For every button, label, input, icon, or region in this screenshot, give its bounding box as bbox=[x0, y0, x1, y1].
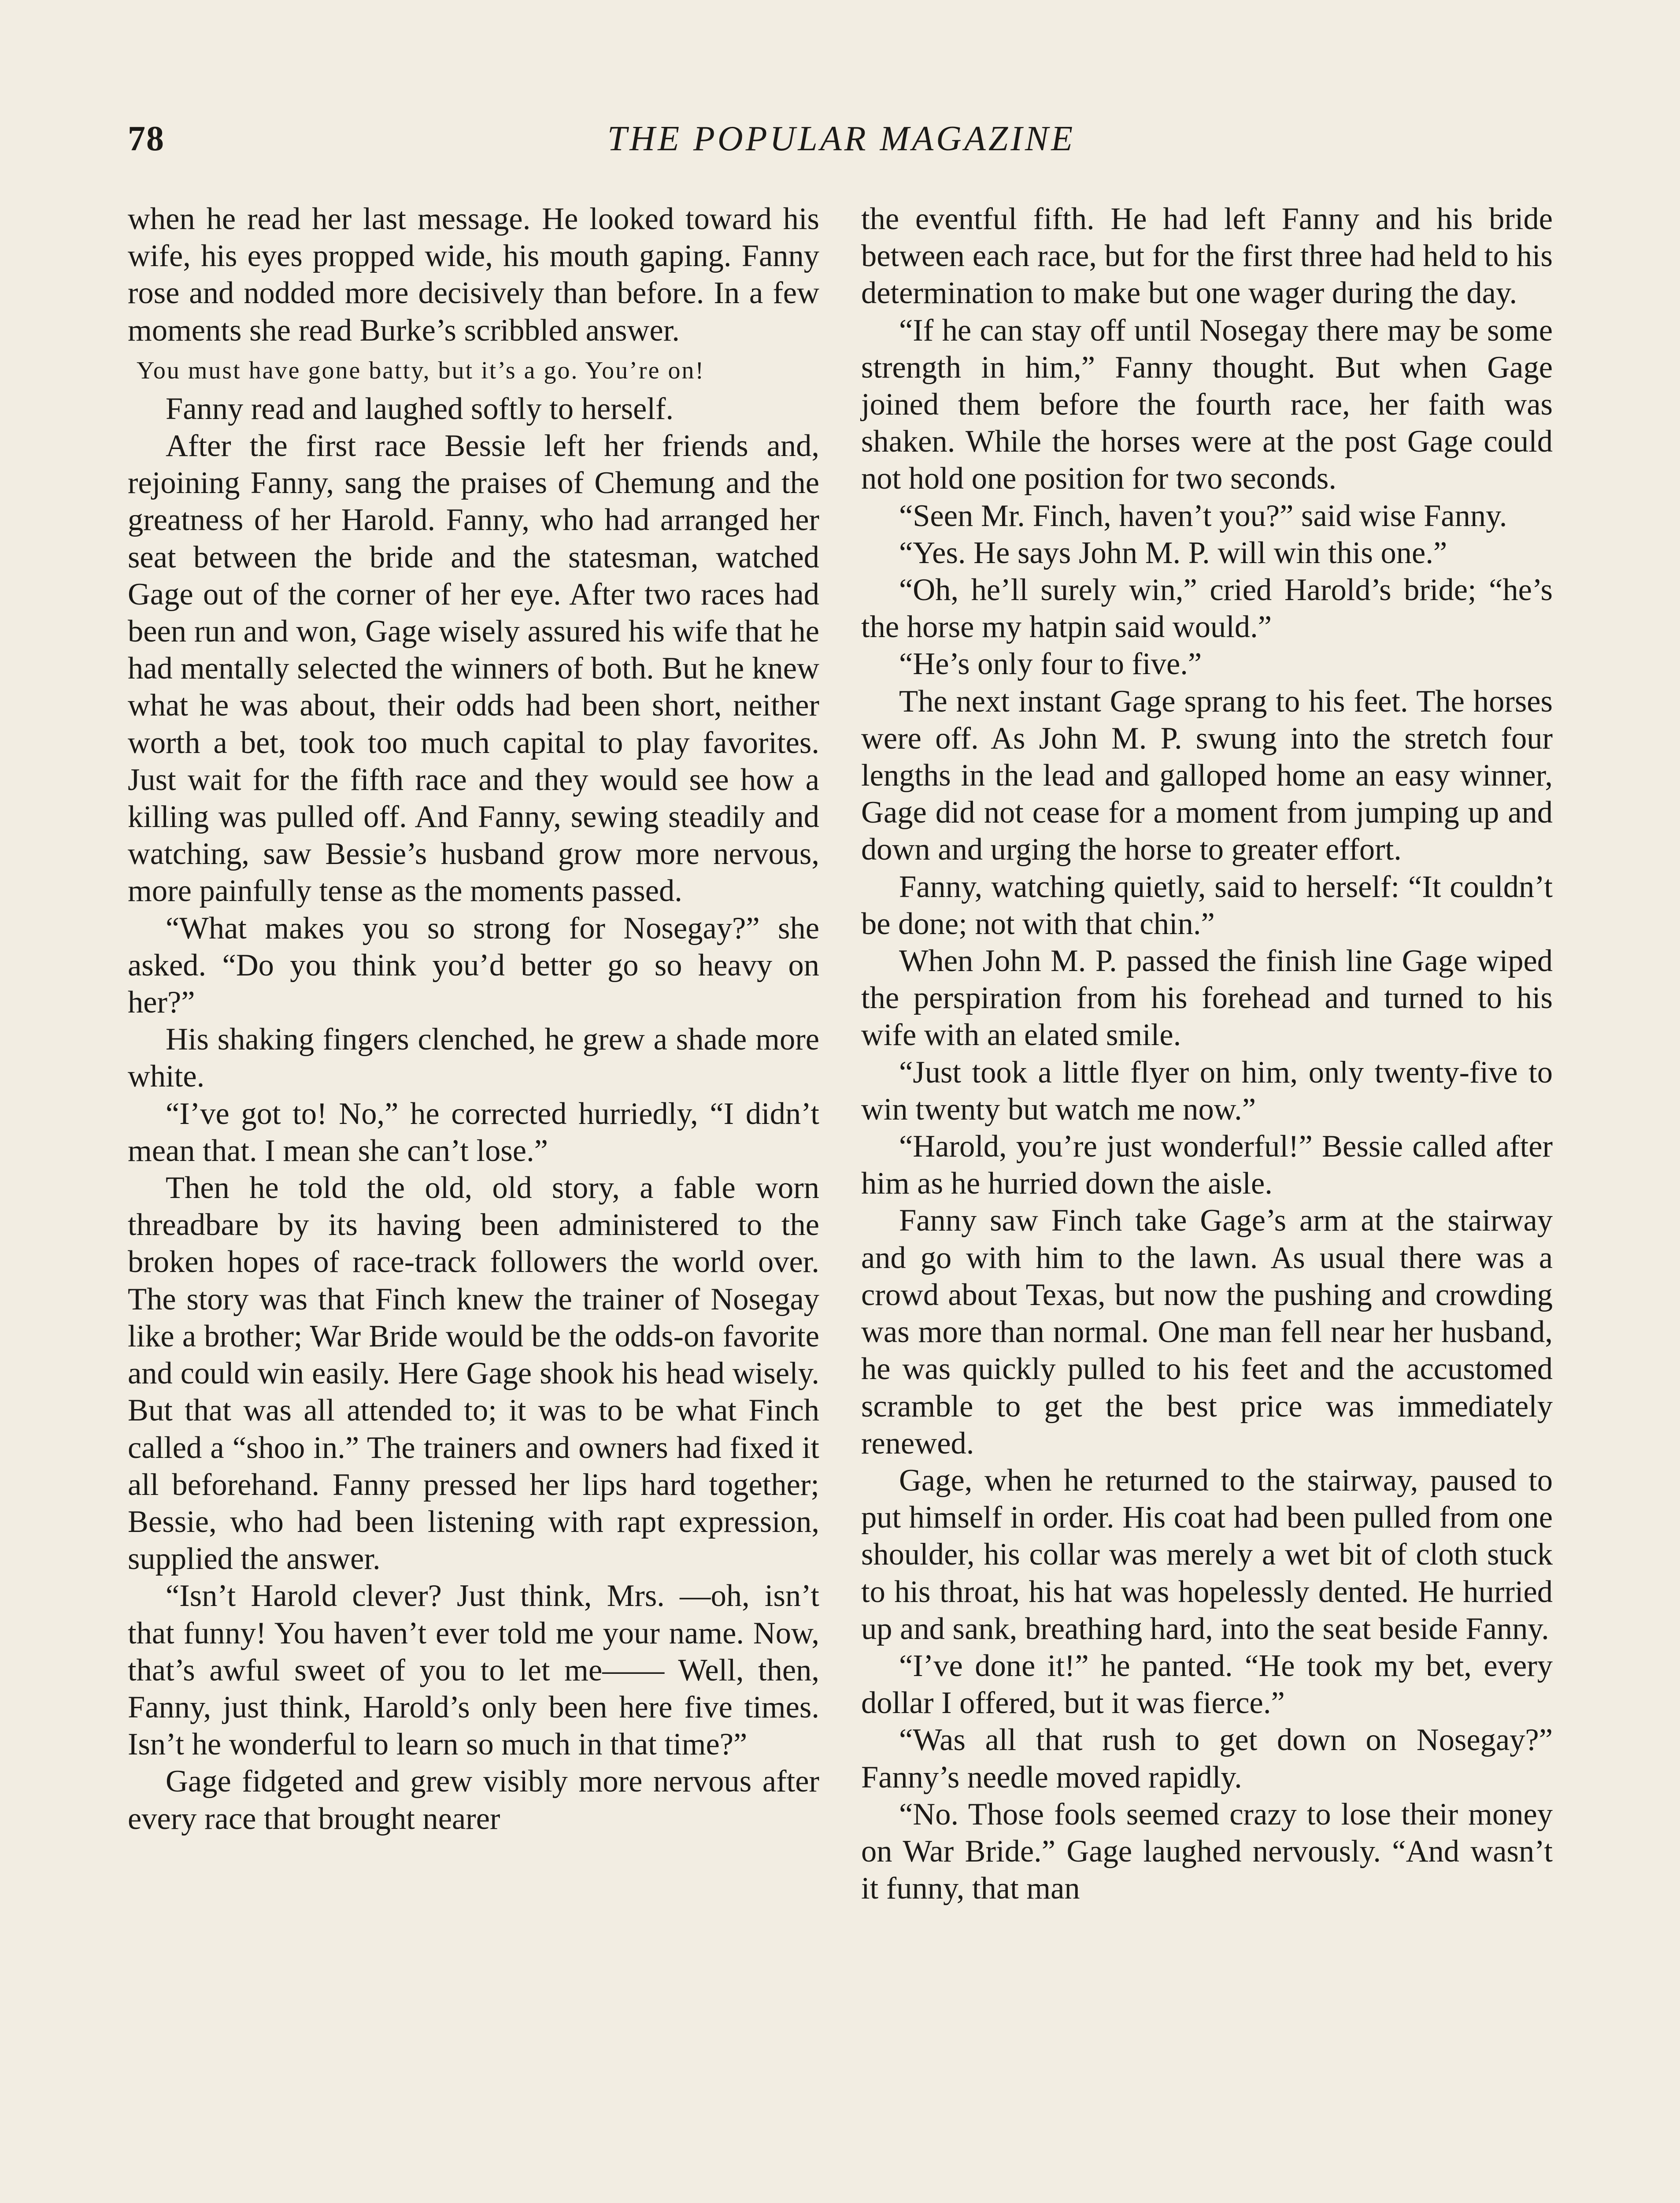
paragraph: “I’ve got to! No,” he corrected hurriedly, “I didn’t mean that. I mean she can’t lose.” bbox=[128, 1096, 819, 1168]
paragraph: Fanny read and laughed softly to herself. bbox=[166, 391, 674, 426]
paragraph: “Seen Mr. Finch, haven’t you?” said wise Fanny. bbox=[899, 498, 1507, 533]
paragraph: “Yes. He says John M. P. will win this one.” bbox=[899, 535, 1447, 570]
paragraph: “Isn’t Harold clever? Just think, Mrs. —oh, isn’t that funny! You haven’t ever told me your name. Now, that’s awful sweet of you to let me—— Well, then, Fanny, just think, Harold’s only been here five times. Isn’t he wonderful to learn so much in that time?” bbox=[128, 1579, 819, 1762]
paragraph: The next instant Gage sprang to his feet. The horses were off. As John M. P. swung into the stretch four lengths in the lead and galloped home an easy winner, Gage did not cease for a moment from jumping up and down and urging the horse to greater effort. bbox=[861, 684, 1553, 867]
paragraph: “Was all that rush to get down on Nosegay?” Fanny’s needle moved rapidly. bbox=[861, 1723, 1553, 1795]
paragraph: “Oh, he’ll surely win,” cried Harold’s bride; “he’s the horse my hatpin said would.” bbox=[861, 573, 1553, 645]
paragraph: Fanny saw Finch take Gage’s arm at the stairway and go with him to the lawn. As usual there was a crowd about Texas, but now the pushing and crowding was more than normal. One man fell near her husband, he was quickly pulled to his feet and the accustomed scramble to get the best price was immediately renewed. bbox=[861, 1203, 1553, 1461]
paragraph: Gage, when he returned to the stairway, paused to put himself in order. His coat had been pulled from one shoulder, his collar was merely a wet bit of cloth stuck to his throat, his hat was hopelessly dented. He hurried up and sank, breathing hard, into the seat beside Fanny. bbox=[861, 1463, 1553, 1646]
paragraph: When John M. P. passed the finish line Gage wiped the perspiration from his forehead and turned to his wife with an elated smile. bbox=[861, 944, 1553, 1053]
right-column bbox=[861, 200, 1553, 1907]
paragraph: Gage fidgeted and grew visibly more nervous after every race that brought nearer bbox=[128, 1764, 819, 1836]
paragraph: His shaking fingers clenched, he grew a shade more white. bbox=[128, 1022, 819, 1094]
paragraph: “What makes you so strong for Nosegay?” she asked. “Do you think you’d better go so heavy on her?” bbox=[128, 911, 819, 1020]
paragraph: “No. Those fools seemed crazy to lose their money on War Bride.” Gage laughed nervously. “And wasn’t it funny, that man bbox=[861, 1797, 1553, 1906]
page-header bbox=[128, 110, 1555, 176]
page-number: 78 bbox=[128, 119, 165, 158]
telegram-note: You must have gone batty, but it’s a go. You’re on! bbox=[137, 356, 705, 384]
paragraph: “If he can stay off until Nosegay there may be some strength in him,” Fanny thought. But when Gage joined them before the fourth race, her faith was shaken. While the horses were at the post Gage could not hold one position for two seconds. bbox=[861, 313, 1553, 496]
running-title: THE POPULAR MAGAZINE bbox=[607, 119, 1076, 158]
paragraph: when he read her last message. He looked toward his wife, his eyes propped wide, his mouth gaping. Fanny rose and nodded more decisively than before. In a few moments she read Burke’s scribbled answer. bbox=[128, 202, 819, 348]
paragraph: Fanny, watching quietly, said to herself: “It couldn’t be done; not with that chin.” bbox=[861, 869, 1553, 941]
paragraph: the eventful fifth. He had left Fanny and his bride between each race, but for the first three had held to his determination to make but one wager during the day. bbox=[861, 202, 1553, 311]
paragraph: “I’ve done it!” he panted. “He took my bet, every dollar I offered, but it was fierce.” bbox=[861, 1648, 1553, 1721]
paragraph: “He’s only four to five.” bbox=[899, 647, 1202, 682]
paragraph: “Just took a little flyer on him, only twenty-five to win twenty but watch me now.” bbox=[861, 1055, 1553, 1127]
paragraph: Then he told the old, old story, a fable worn threadbare by its having been administered to the broken hopes of race-track followers the world over. The story was that Finch knew the trainer of Nosegay like a brother; War Bride would be the odds-on favorite and could win easily. Here Gage shook his head wisely. But that was all attended to; it was to be what Finch called a “shoo in.” The trainers and owners had fixed it all beforehand. Fanny pressed her lips hard together; Bessie, who had been listening with rapt expression, supplied the answer. bbox=[128, 1171, 819, 1576]
paragraph: “Harold, you’re just wonderful!” Bessie called after him as he hurried down the aisle. bbox=[861, 1129, 1553, 1201]
paragraph: After the first race Bessie left her friends and, rejoining Fanny, sang the praises of Chemung and the greatness of her Harold. Fanny, who had arranged her seat between the bride and the statesman, watched Gage out of the corner of her eye. After two races had been run and won, Gage wisely assured his wife that he had mentally selected the winners of both. But he knew what he was about, their odds had been short, neither worth a bet, took too much capital to play favorites. Just wait for the fifth race and they would see how a killing was pulled off. And Fanny, sewing steadily and watching, saw Bessie’s husband grow more nervous, more painfully tense as the moments passed. bbox=[128, 429, 819, 909]
left-column bbox=[128, 200, 819, 1837]
